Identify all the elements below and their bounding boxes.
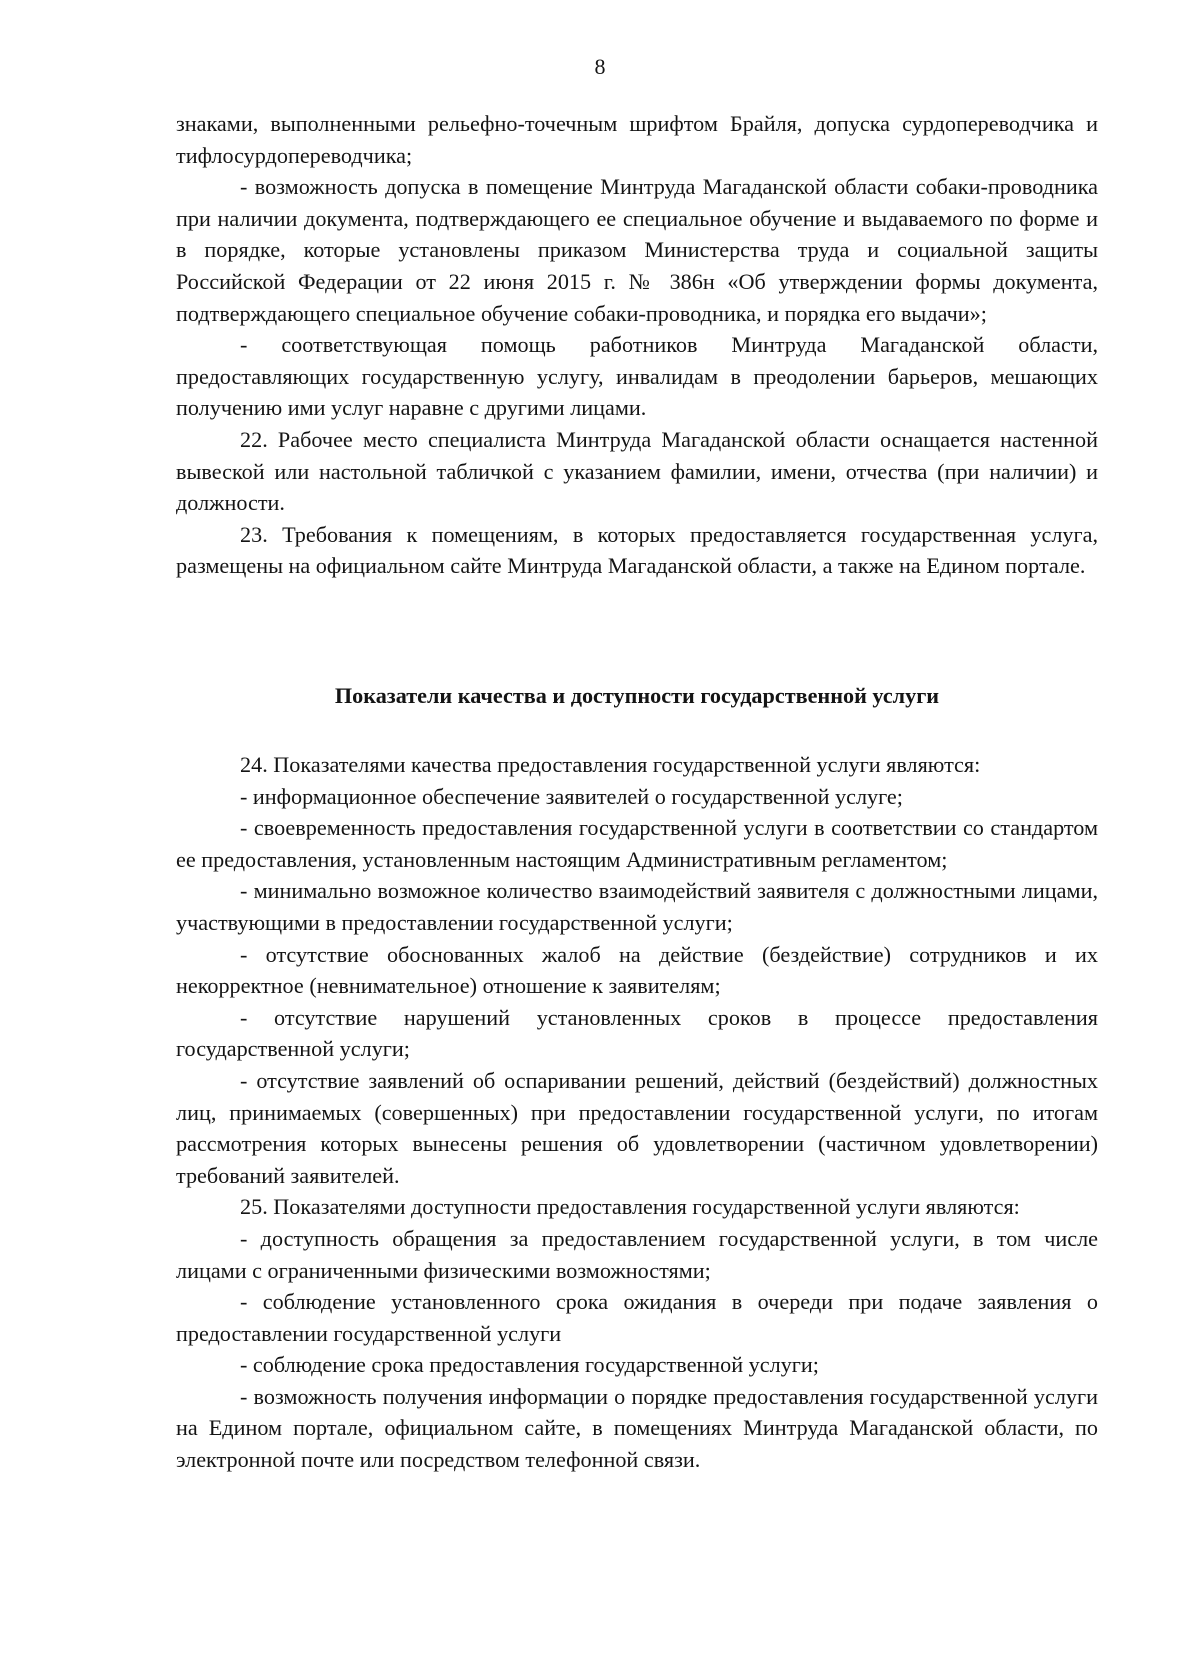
paragraph: 25. Показателями доступности предоставления государственной услуги являются: (240, 1194, 1020, 1220)
paragraph: - информационное обеспечение заявителей о государственной услуге; (240, 783, 903, 809)
paragraph: 22. Рабочее место специалиста Минтруда Магаданской области оснащается настенной вывеской или настольной табличкой с указанием фамилии, имени, отчества (при наличии) и должности. (176, 426, 1098, 516)
paragraph: - соблюдение срока предоставления государственной услуги; (240, 1352, 819, 1378)
paragraph: - отсутствие заявлений об оспаривании решений, действий (бездействий) должностных лиц, принимаемых (совершенных) при предоставлении государственной услуги, по итогам рассмотрения которых вынесены решения об удовлетворении (частичном удовлетворении) требований заявителей. (176, 1067, 1098, 1188)
paragraph: - возможность допуска в помещение Минтруда Магаданской области собаки-проводника при наличии документа, подтверждающего ее специальное обучение и выдаваемого по форме и в порядке, которые установлены приказом Министерства труда и социальной защиты Российской Федерации от 22 июня 2015 г. № 386н «Об утверждении формы документа, подтверждающего специальное обучение собаки-проводника, и порядка его выдачи»; (176, 174, 1098, 326)
paragraph: - возможность получения информации о порядке предоставления государственной услуги на Едином портале, официальном сайте, в помещениях Минтруда Магаданской области, по электронной почте или посредством телефонной связи. (176, 1383, 1098, 1473)
paragraph: знаками, выполненными рельефно-точечным шрифтом Брайля, допуска сурдопереводчика и тифлосурдопереводчика; (176, 111, 1098, 168)
body-text-bottom (176, 749, 1098, 1476)
section-heading-block (176, 680, 1098, 712)
paragraph: - отсутствие обоснованных жалоб на действие (бездействие) сотрудников и их некорректное (невнимательное) отношение к заявителям; (176, 941, 1098, 999)
paragraph: - минимально возможное количество взаимодействий заявителя с должностными лицами, участвующими в предоставлении государственной услуги; (176, 878, 1098, 935)
paragraph: - своевременность предоставления государственной услуги в соответствии со стандартом ее предоставления, установленным настоящим Административным регламентом; (176, 815, 1098, 872)
paragraph: - отсутствие нарушений установленных сроков в процессе предоставления государственной услуги; (176, 1004, 1098, 1062)
paragraph: - соответствующая помощь работников Минтруда Магаданской области, предоставляющих государственную услугу, инвалидам в преодолении барьеров, мешающих получению ими услуг наравне с другими лицами. (176, 332, 1098, 421)
page-number: 8 (594, 54, 606, 79)
section-heading: Показатели качества и доступности государственной услуги (334, 683, 940, 708)
body-text-top (176, 108, 1098, 582)
paragraph: 24. Показателями качества предоставления государственной услуги являются: (240, 752, 981, 777)
paragraph: - доступность обращения за предоставлением государственной услуги, в том числе лицами с ограниченными физическими возможностями; (176, 1225, 1098, 1283)
paragraph: - соблюдение установленного срока ожидания в очереди при подаче заявления о предоставлении государственной услуги (176, 1289, 1098, 1346)
paragraph: 23. Требования к помещениям, в которых предоставляется государственная услуга, размещены на официальном сайте Минтруда Магаданской области, а также на Едином портале. (176, 521, 1098, 579)
